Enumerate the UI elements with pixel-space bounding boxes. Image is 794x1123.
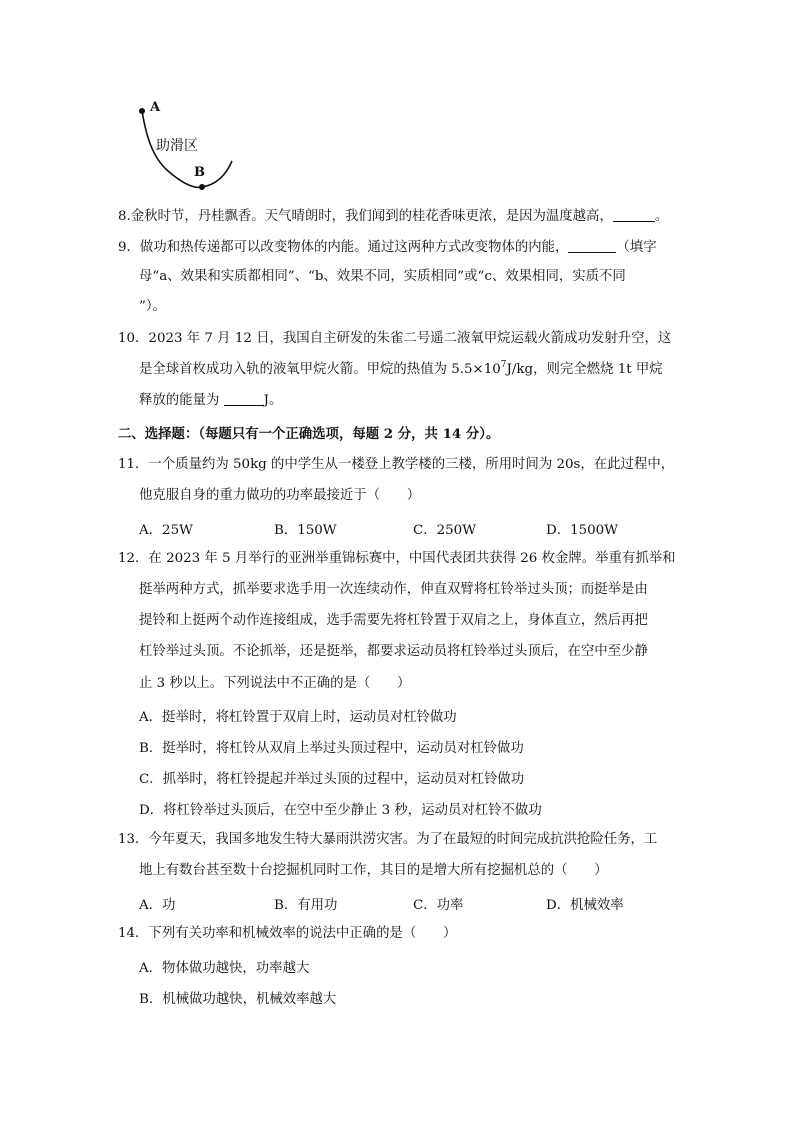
slope-figure — [128, 95, 248, 195]
q10-text-b: J/kg，则完全燃烧 1t 甲烷 — [506, 362, 663, 377]
q11-option-c: C．250W — [413, 523, 476, 538]
question-10-line2 — [139, 360, 663, 380]
question-12-line4: 杠铃举过头顶。不论抓举，还是挺举，都要求运动员将杠铃举过头顶后，在空中至少静 — [139, 644, 648, 659]
q10-blank — [224, 391, 264, 406]
point-a-label: A — [150, 100, 161, 115]
q8-text: 8.金秋时节，丹桂飘香。天气晴朗时，我们闻到的桂花香味更浓，是因为温度越高， — [118, 209, 613, 224]
q13-option-a: A．功 — [139, 898, 176, 913]
question-10-line1: 10．2023 年 7 月 12 日，我国自主研发的朱雀二号遥二液氧甲烷运载火箭成功发射升空，这 — [118, 331, 672, 346]
q12-option-b: B．挺举时，将杠铃从双肩上举过头顶过程中，运动员对杠铃做功 — [139, 741, 524, 756]
q10-exponent: 7 — [500, 360, 507, 370]
q13-option-b: B．有用功 — [274, 898, 338, 913]
question-12-line1: 12．在 2023 年 5 月举行的亚洲举重锦标赛中，中国代表团共获得 26 枚金牌。举重有抓举和 — [118, 551, 676, 566]
q10-text-c: 释放的能量为 — [139, 393, 224, 408]
point-a-dot — [139, 108, 145, 114]
question-11-line2: 他克服自身的重力做功的功率最接近于（ ） — [139, 488, 421, 503]
q13-option-c: C．功率 — [413, 898, 464, 913]
question-10-line3 — [139, 391, 282, 411]
question-9-line2: 母“a、效果和实质都相同”、“b、效果不同，实质相同”或“c、效果相同，实质不同 — [139, 269, 626, 284]
q9-blank — [568, 238, 616, 253]
question-9-line3: ”）。 — [139, 299, 166, 314]
q12-option-c: C．抓举时，将杠铃提起并举过头顶的过程中，运动员对杠铃做功 — [139, 772, 525, 787]
question-12-line3: 提铃和上挺两个动作连接组成，选手需要先将杠铃置于双肩之上，身体直立，然后再把 — [139, 613, 648, 628]
question-8 — [118, 207, 668, 227]
q10-text-a: 是全球首枚成功入轨的液氧甲烷火箭。甲烷的热值为 5.5×10 — [139, 362, 501, 377]
q14-option-b: B．机械做功越快，机械效率越大 — [139, 992, 337, 1007]
zone-label: 助滑区 — [156, 138, 198, 154]
question-13-line1: 13．今年夏天，我国多地发生特大暴雨洪涝灾害。为了在最短的时间完成抗洪抢险任务，工 — [118, 832, 658, 847]
question-12-line2: 挺举两种方式，抓举要求选手用一次连续动作，伸直双臂将杠铃举过头顶；而挺举是由 — [139, 582, 648, 597]
question-9-line1 — [118, 238, 657, 258]
q8-end: 。 — [654, 209, 669, 224]
question-13-line2: 地上有数台甚至数十台挖掘机同时工作，其目的是增大所有挖掘机总的（ ） — [139, 863, 608, 878]
point-b-dot — [199, 184, 205, 190]
q12-option-a: A．挺举时，将杠铃置于双肩上时，运动员对杠铃做功 — [139, 710, 457, 725]
q14-option-a: A．物体做功越快，功率越大 — [139, 961, 310, 976]
section-2-title: 二、选择题：（每题只有一个正确选项，每题 2 分，共 14 分）。 — [118, 426, 500, 442]
q10-unit: J。 — [263, 393, 283, 408]
question-14-line1: 14．下列有关功率和机械效率的说法中正确的是（ ） — [118, 926, 457, 941]
q9-text: 9．做功和热传递都可以改变物体的内能。通过这两种方式改变物体的内能， — [118, 240, 569, 255]
q11-option-a: A．25W — [139, 523, 193, 538]
q11-option-b: B．150W — [274, 523, 337, 538]
question-12-line5: 止 3 秒以上。下列说法中不正确的是（ ） — [139, 676, 411, 691]
q12-option-d: D．将杠铃举过头顶后，在空中至少静止 3 秒，运动员对杠铃不做功 — [139, 803, 542, 818]
q8-blank — [613, 207, 655, 222]
point-b-label: B — [194, 165, 205, 180]
question-11-line1: 11．一个质量约为 50kg 的中学生从一楼登上教学楼的三楼，所用时间为 20s，在此过程中， — [118, 457, 675, 472]
q13-option-d: D．机械效率 — [546, 898, 624, 913]
q11-option-d: D．1500W — [546, 523, 618, 538]
q9-text-end: （填字 — [616, 240, 657, 255]
